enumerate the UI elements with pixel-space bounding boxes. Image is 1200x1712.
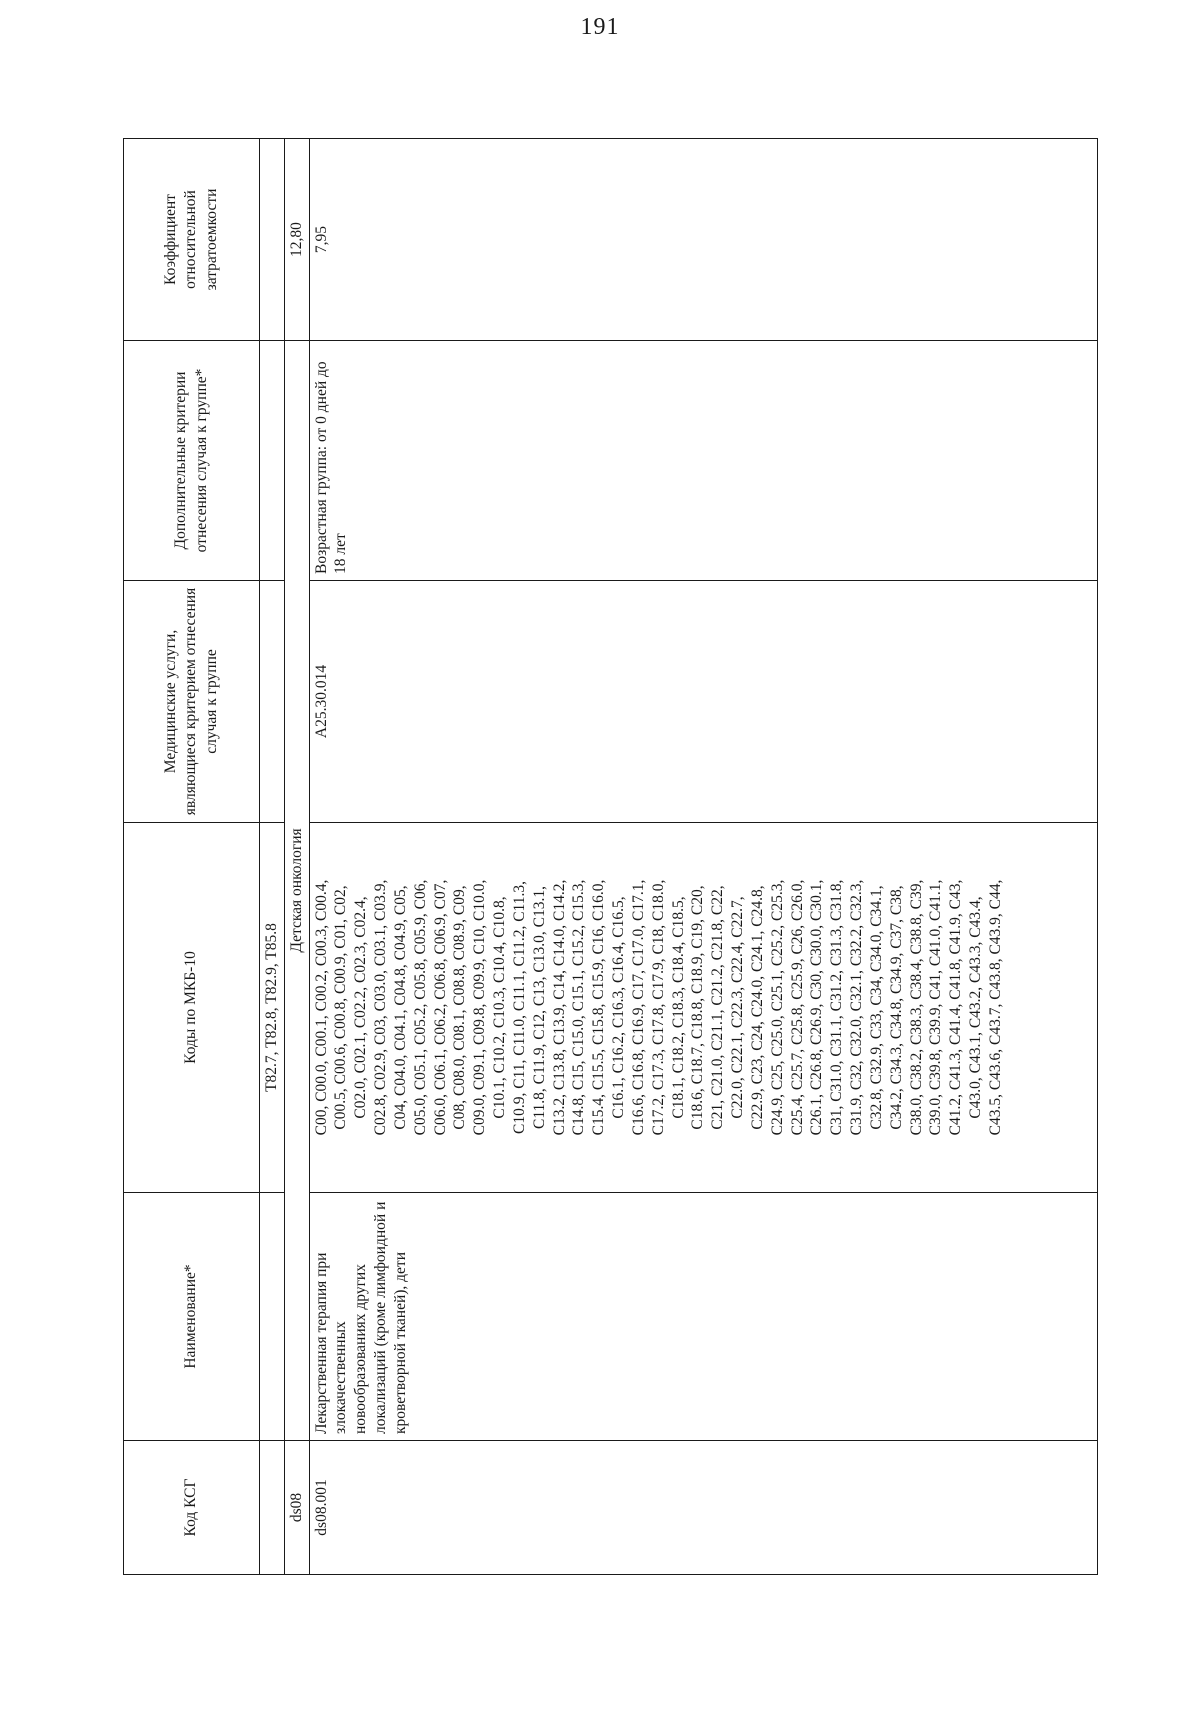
mkb-code-line: C32.8, C32.9, C33, C34, C34.0, C34.1, bbox=[867, 885, 885, 1130]
row-name: Лекарственная терапия при злокачественных новообразованиях других локализаций (кроме лимфоидной и кроветворной тканей), дети bbox=[309, 1193, 1097, 1441]
table-row bbox=[309, 139, 1097, 1575]
group-coefficient: 12,80 bbox=[284, 139, 309, 341]
mkb-code-line: C16.6, C16.8, C16.9, C17, C17.0, C17.1, bbox=[629, 879, 647, 1136]
row-ksg-code: ds08.001 bbox=[309, 1441, 1097, 1575]
mkb-code-line: C11.8, C11.9, C12, C13, C13.0, C13.1, bbox=[530, 886, 548, 1130]
mkb-code-line: C18.1, C18.2, C18.3, C18.4, C18.5, bbox=[669, 896, 687, 1119]
continued-coefficient bbox=[260, 139, 285, 341]
mkb-code-line: C08, C08.0, C08.1, C08.8, C08.9, C09, bbox=[451, 885, 469, 1130]
mkb-code-line: C05.0, C05.1, C05.2, C05.8, C05.9, C06, bbox=[411, 879, 429, 1136]
mkb-code-line: C15.4, C15.5, C15.8, C15.9, C16, C16.0, bbox=[590, 879, 608, 1136]
row-services: A25.30.014 bbox=[309, 581, 1097, 823]
mkb-code-line: C31.9, C32, C32.0, C32.1, C32.2, C32.3, bbox=[848, 879, 866, 1136]
mkb-code-line: C24.9, C25, C25.0, C25.1, C25.2, C25.3, bbox=[768, 879, 786, 1136]
row-mkb-codes bbox=[309, 823, 1097, 1193]
row-criteria: Возрастная группа: от 0 дней до 18 лет bbox=[309, 341, 1097, 581]
mkb-code-line: C06.0, C06.1, C06.2, C06.8, C06.9, C07, bbox=[431, 879, 449, 1136]
continued-mkb-codes: T82.7, T82.8, T82.9, T85.8 bbox=[260, 823, 285, 1193]
mkb-code-line: C18.6, C18.7, C18.8, C18.9, C19, C20, bbox=[689, 885, 707, 1130]
continued-name bbox=[260, 1193, 285, 1441]
mkb-code-line: C34.2, C34.3, C34.8, C34.9, C37, C38, bbox=[887, 885, 905, 1130]
continued-services bbox=[260, 581, 285, 823]
table-header-row bbox=[124, 139, 260, 1575]
mkb-code-line: C38.0, C38.2, C38.3, C38.4, C38.8, C39, bbox=[907, 879, 925, 1136]
mkb-code-line: C09.0, C09.1, C09.8, C09.9, C10, C10.0, bbox=[471, 879, 489, 1136]
header-criteria: Дополнительные критерии отнесения случая к группе* bbox=[124, 341, 260, 581]
header-name: Наименование* bbox=[124, 1193, 260, 1441]
mkb-code-line: C31, C31.0, C31.1, C31.2, C31.3, C31.8, bbox=[828, 879, 846, 1136]
mkb-code-line: C22.0, C22.1, C22.3, C22.4, C22.7, bbox=[729, 896, 747, 1119]
page-number: 191 bbox=[580, 14, 620, 40]
mkb-code-line: C02.8, C02.9, C03, C03.0, C03.1, C03.9, bbox=[372, 879, 390, 1136]
mkb-code-line: C43.0, C43.1, C43.2, C43.3, C43.4, bbox=[966, 896, 984, 1119]
mkb-code-line: C41.2, C41.3, C41.4, C41.8, C41.9, C43, bbox=[947, 879, 965, 1136]
continued-ksg-code bbox=[260, 1441, 285, 1575]
mkb-code-line: C25.4, C25.7, C25.8, C25.9, C26, C26.0, bbox=[788, 879, 806, 1136]
group-row bbox=[284, 139, 309, 1575]
group-ksg-code: ds08 bbox=[284, 1441, 309, 1575]
mkb-code-line: C17.2, C17.3, C17.8, C17.9, C18, C18.0, bbox=[649, 879, 667, 1136]
mkb-code-line: C10.1, C10.2, C10.3, C10.4, C10.8, bbox=[491, 896, 509, 1119]
mkb-code-line: C14.8, C15, C15.0, C15.1, C15.2, C15.3, bbox=[570, 879, 588, 1136]
mkb-code-line: C10.9, C11, C11.0, C11.1, C11.2, C11.3, bbox=[510, 881, 528, 1134]
continued-row bbox=[260, 139, 285, 1575]
mkb-code-line: C26.1, C26.8, C26.9, C30, C30.0, C30.1, bbox=[808, 879, 826, 1136]
continued-criteria bbox=[260, 341, 285, 581]
mkb-code-line: C02.0, C02.1, C02.2, C02.3, C02.4, bbox=[352, 896, 370, 1119]
row-coefficient: 7,95 bbox=[309, 139, 1097, 341]
rotated-table-container bbox=[123, 139, 1098, 1575]
mkb-code-line: C16.1, C16.2, C16.3, C16.4, C16.5, bbox=[610, 896, 628, 1119]
header-ksg-code: Код КСГ bbox=[124, 1441, 260, 1575]
header-coefficient: Коэффициент относительной затратоемкости bbox=[124, 139, 260, 341]
mkb-code-line: C22.9, C23, C24, C24.0, C24.1, C24.8, bbox=[748, 885, 766, 1130]
mkb-code-line: C21, C21.0, C21.1, C21.2, C21.8, C22, bbox=[709, 885, 727, 1130]
mkb-code-line: C43.5, C43.6, C43.7, C43.8, C43.9, C44, bbox=[986, 879, 1004, 1136]
ksg-table bbox=[123, 138, 1098, 1575]
mkb-code-line: C04, C04.0, C04.1, C04.8, C04.9, C05, bbox=[391, 885, 409, 1130]
header-services: Медицинские услуги, являющиеся критерием отнесения случая к группе bbox=[124, 581, 260, 823]
mkb-code-line: C00, C00.0, C00.1, C00.2, C00.3, C00.4, bbox=[312, 879, 330, 1136]
mkb-code-line: C00.5, C00.6, C00.8, C00.9, C01, C02, bbox=[332, 885, 350, 1130]
header-mkb-codes: Коды по МКБ-10 bbox=[124, 823, 260, 1193]
group-name: Детская онкология bbox=[284, 341, 309, 1441]
mkb-code-line: C13.2, C13.8, C13.9, C14, C14.0, C14.2, bbox=[550, 879, 568, 1136]
mkb-code-line: C39.0, C39.8, C39.9, C41, C41.0, C41.1, bbox=[927, 879, 945, 1136]
